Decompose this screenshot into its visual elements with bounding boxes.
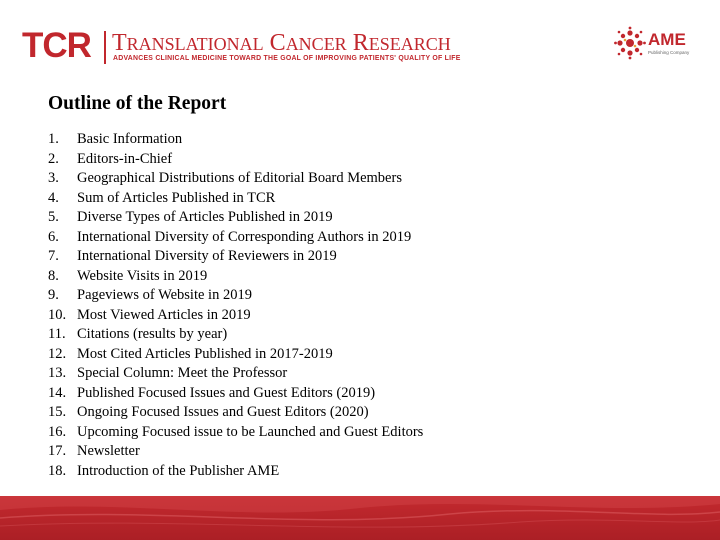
logo-divider xyxy=(104,31,106,64)
outline-item xyxy=(48,208,423,228)
outline-item xyxy=(48,403,423,423)
outline-item-text: Pageviews of Website in 2019 xyxy=(77,287,252,303)
outline-item-number: 18. xyxy=(48,462,67,479)
outline-item xyxy=(48,130,423,150)
outline-item-text: Special Column: Meet the Professor xyxy=(77,365,288,381)
outline-item-text: Newsletter xyxy=(77,443,140,459)
outline-item-text: Most Cited Articles Published in 2017-2019 xyxy=(77,345,333,362)
outline-item-number: 15. xyxy=(48,404,67,420)
outline-item-number: 7. xyxy=(48,248,59,264)
outline-item xyxy=(48,462,423,482)
outline-item-number: 16. xyxy=(48,423,67,440)
outline-item xyxy=(48,423,423,443)
outline-item-text: Published Focused Issues and Guest Editors (2019) xyxy=(77,384,376,401)
outline-item-number: 5. xyxy=(48,209,59,225)
outline-item xyxy=(48,189,423,209)
journal-name xyxy=(112,31,451,55)
outline-item xyxy=(48,267,423,287)
outline-item xyxy=(48,325,423,345)
journal-name-rest-3: ESEARCH xyxy=(368,34,451,54)
outline-item xyxy=(48,286,423,306)
slide-header xyxy=(0,0,720,80)
publisher-subtitle: Publishing Company xyxy=(648,50,690,55)
outline-item-text: Ongoing Focused Issues and Guest Editors (2020) xyxy=(77,404,369,420)
outline-item xyxy=(48,169,423,189)
outline-item-number: 9. xyxy=(48,287,59,303)
outline-item-number: 11. xyxy=(48,326,66,342)
outline-item xyxy=(48,247,423,267)
outline-item-text: Website Visits in 2019 xyxy=(77,267,208,284)
outline-item xyxy=(48,306,423,326)
outline-item-number: 12. xyxy=(48,345,67,362)
footer-wave-decoration xyxy=(0,496,720,540)
journal-tagline: ADVANCES CLINICAL MEDICINE TOWARD THE GOAL OF IMPROVING PATIENTS' QUALITY OF LIFE xyxy=(113,55,461,62)
outline-item-number: 6. xyxy=(48,228,59,245)
outline-item xyxy=(48,150,423,170)
journal-name-initial-1: T xyxy=(112,30,127,56)
outline-item-number: 3. xyxy=(48,170,59,186)
outline-item-text: Upcoming Focused issue to be Launched and Guest Editors xyxy=(77,423,424,440)
outline-item-text: International Diversity of Corresponding Authors in 2019 xyxy=(77,228,412,245)
outline-item xyxy=(48,442,423,462)
outline-item-number: 13. xyxy=(48,365,67,381)
outline-item xyxy=(48,364,423,384)
outline-item-text: Geographical Distributions of Editorial Board Members xyxy=(77,170,402,186)
outline-item-text: International Diversity of Reviewers in 2019 xyxy=(77,248,337,264)
journal-name-rest-1: RANSLATIONAL xyxy=(126,34,264,54)
page-title: Outline of the Report xyxy=(48,93,227,114)
outline-item-text: Editors-in-Chief xyxy=(77,150,173,167)
outline-item-number: 4. xyxy=(48,189,59,206)
outline-item-number: 10. xyxy=(48,306,67,323)
outline-item-number: 14. xyxy=(48,384,67,401)
outline-item xyxy=(48,345,423,365)
outline-item xyxy=(48,384,423,404)
journal-name-initial-2: C xyxy=(269,30,286,56)
outline-item-number: 2. xyxy=(48,150,59,167)
outline-item-text: Basic Information xyxy=(77,131,183,147)
journal-name-rest-2: ANCER xyxy=(285,34,347,54)
outline-item-number: 1. xyxy=(48,131,59,147)
journal-name-initial-3: R xyxy=(352,30,369,56)
outline-item-number: 8. xyxy=(48,267,59,284)
outline-item-number: 17. xyxy=(48,443,67,459)
tcr-logo: TCR xyxy=(22,26,91,65)
outline-list xyxy=(48,130,423,481)
outline-item-text: Sum of Articles Published in TCR xyxy=(77,189,276,206)
outline-item-text: Diverse Types of Articles Published in 2019 xyxy=(77,209,333,225)
outline-item-text: Citations (results by year) xyxy=(77,326,228,342)
footer-band xyxy=(0,496,720,540)
outline-item-text: Most Viewed Articles in 2019 xyxy=(77,306,251,323)
outline-item-text: Introduction of the Publisher AME xyxy=(77,462,280,479)
outline-item xyxy=(48,228,423,248)
ame-dots-icon xyxy=(614,26,646,60)
publisher-name: AME xyxy=(648,30,686,49)
publisher-logo xyxy=(614,26,714,66)
